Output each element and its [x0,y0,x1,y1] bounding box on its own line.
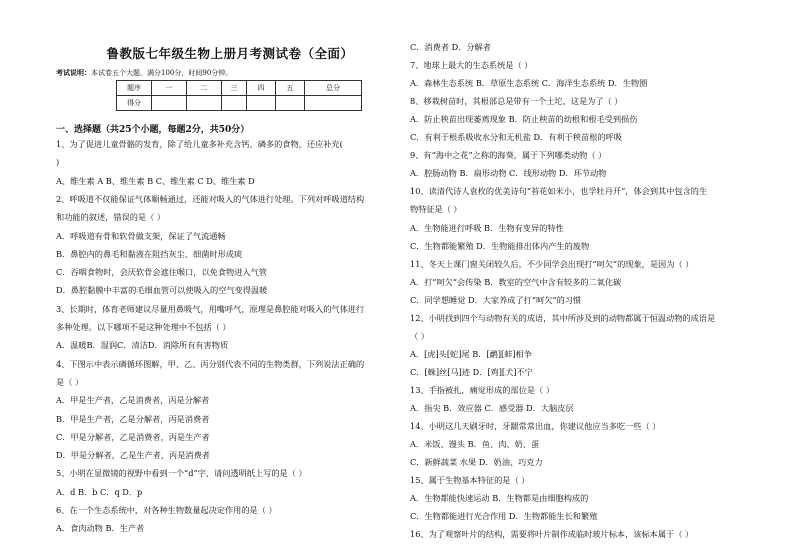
question-line: A．腔肠动物 B．扁形动物 C．线形动物 D．环节动物 [410,168,607,179]
question-line: 8、移栽树苗时，其根部总是带有一个土坨，这是为了（ ） [410,96,623,107]
score-table [116,80,362,111]
score-cell: 二 [187,81,222,96]
score-cell: 总分 [305,81,362,96]
score-blank-cell[interactable] [187,96,222,111]
question-line: A、维生素 A B、维生素 B C、维生素 C D、维生素 D [56,175,255,186]
question-line: 3、长期时，体育老师建议尽量用鼻吸气，用嘴呼气，原理是鼻腔能对吸入的气体进行 [56,303,365,314]
score-table-header-row [117,81,362,96]
question-line: 物特征是（ ） [410,204,462,215]
question-line: B．甲是生产者，乙是分解者，丙是消费者 [56,413,210,424]
question-line: C．吞咽食物时，会厌软骨会遮住喉口，以免食物进入气管 [56,267,267,278]
question-line: D．鼻腔黏膜中丰富的毛细血管可以使吸入的空气变得温暖 [56,285,268,296]
score-cell: 四 [247,81,276,96]
question-line: A．森林生态系统 B．草原生态系统 C．海洋生态系统 D．生物圈 [410,78,648,89]
question-line: D．甲是分解者，乙是生产者，丙是消费者 [56,450,210,461]
question-line: A．食肉动物 B．生产者 [56,523,145,534]
question-line: A．甲是生产者，乙是消费者，丙是分解者 [56,395,210,406]
question-line: C．生物都能进行光合作用 D．生物都能生长和繁殖 [410,511,598,522]
question-line: C．消费者 D．分解者 [410,42,491,52]
question-line: C．新鲜蔬菜 水果 D．奶油、巧克力 [410,457,543,468]
question-line: A．米饭、馒头 B．鱼、肉、奶、蛋 [410,439,540,450]
question-line: C．[蛛]丝[马]迹 D．[鸡][犬]不宁 [410,366,533,377]
question-line: A．[虎]头[蛇]尾 B．[鹬][蚌]相争 [410,348,532,359]
score-cell: 三 [222,81,247,96]
exam-note [56,68,232,78]
question-line: 和功能的叙述，错误的是（ ） [56,212,166,223]
exam-note-label: 考试说明： [56,68,91,77]
score-row-label: 得分 [117,96,152,111]
question-line: 5、小明在显微镜的视野中看到一个“d”字，请问透明纸上写的是（ ） [56,468,307,479]
question-line: 13、手指被扎，痛觉形成的部位是（ ） [410,384,555,395]
score-cell: 题序 [117,81,152,96]
question-line: 14、小明这几天刷牙时，牙龈常常出血，你建议他应当多吃一些（ ） [410,421,661,432]
question-line: 多种处理。以下哪项不是这种处理中不包括（ ） [56,322,231,332]
question-line: A．指尖 B．效应器 C．感受器 D．大脑皮层 [410,403,574,413]
question-line: A．生物都能快速运动 B．生物都是由细胞构成的 [410,493,589,504]
score-cell: 五 [276,81,305,96]
section-heading: 一、选择题（共25个小题，每题2分，共50分） [56,125,250,135]
question-line: 15、属于生物基本特征的是（ ） [410,475,530,486]
question-line: 1、为了促进儿童骨骼的发育，除了给儿童多补充含钙、磷多的食物，还应补充( [56,139,343,149]
question-line: A．打“呵欠”会传染 B．教室的空气中含有较多的二氧化碳 [410,276,622,287]
question-line: 2、呼吸道不仅能保证气体顺畅通过，还能对吸入的气体进行处理。下列对呼吸道结构 [56,193,365,204]
score-blank-cell[interactable] [276,96,305,111]
question-line: A．防止秧苗出现萎蔫现象 B．防止秧苗的幼根和根毛受到损伤 [410,114,638,125]
question-line: A．d B．b C．q D．p [56,486,143,497]
question-line: 12、小明找到四个与动物有关的成语，其中所涉及到的动物都属于恒温动物的成语是 [410,312,716,323]
score-cell: 一 [152,81,187,96]
score-table-score-row [117,96,362,111]
question-line: 11、冬天上课门窗关闭较久后，不少同学会出现打“呵欠”的现象，是因为（ ） [410,258,694,269]
exam-note-text: 本试卷五个大题，满分100分，时间90分钟。 [91,69,233,77]
question-line: 是（ ） [56,376,84,387]
score-blank-cell[interactable] [247,96,276,111]
question-line: A．温暖B．湿润C．清洁D．消除所有有害物质 [56,340,229,351]
question-line: 6、在一个生态系统中，对各种生物数量起决定作用的是（ ） [56,505,277,515]
question-line: C．有利于根系吸收水分和无机盐 D．有利于秧苗根的呼吸 [410,132,622,143]
score-blank-cell[interactable] [152,96,187,111]
question-line: C．甲是分解者，乙是消费者，丙是生产者 [56,431,210,442]
question-line: 9、有“海中之花”之称的海葵，属于下列哪类动物（ ） [410,150,607,161]
question-line: B．鼻腔内的鼻毛和黏液在阻挡灰尘、细菌时形成痰 [56,248,243,259]
page-title: 鲁教版七年级生物上册月考测试卷（全面） [106,46,354,61]
question-line: A．呼吸道有骨和软骨做支架，保证了气流通畅 [56,230,226,241]
question-line: C．同学想睡觉 D．大家养成了打“呵欠”的习惯 [410,294,582,305]
question-line: 4、下图示中表示磷循环图解，甲、乙、丙分别代表不同的生物类群，下列说法正确的 [56,358,365,369]
score-blank-cell[interactable] [305,96,362,111]
question-line: ) [56,157,60,168]
question-line: A．生物能进行呼吸 B．生物有变异的特性 [410,222,564,233]
question-line: 7、地球上最大的生态系统是（ ） [410,60,533,71]
question-line: （ ） [410,330,429,341]
question-line: 16、为了观察叶片的结构，需要将叶片制作成临时玻片标本，该标本属于（ ） [410,529,694,540]
score-blank-cell[interactable] [222,96,247,111]
question-line: 10、读清代诗人袁枚的优美诗句“苔花如米小，也学牡丹开”，体会到其中包含的生 [410,186,708,197]
question-line: C．生物都能繁殖 D．生物能排出体内产生的废物 [410,240,590,251]
